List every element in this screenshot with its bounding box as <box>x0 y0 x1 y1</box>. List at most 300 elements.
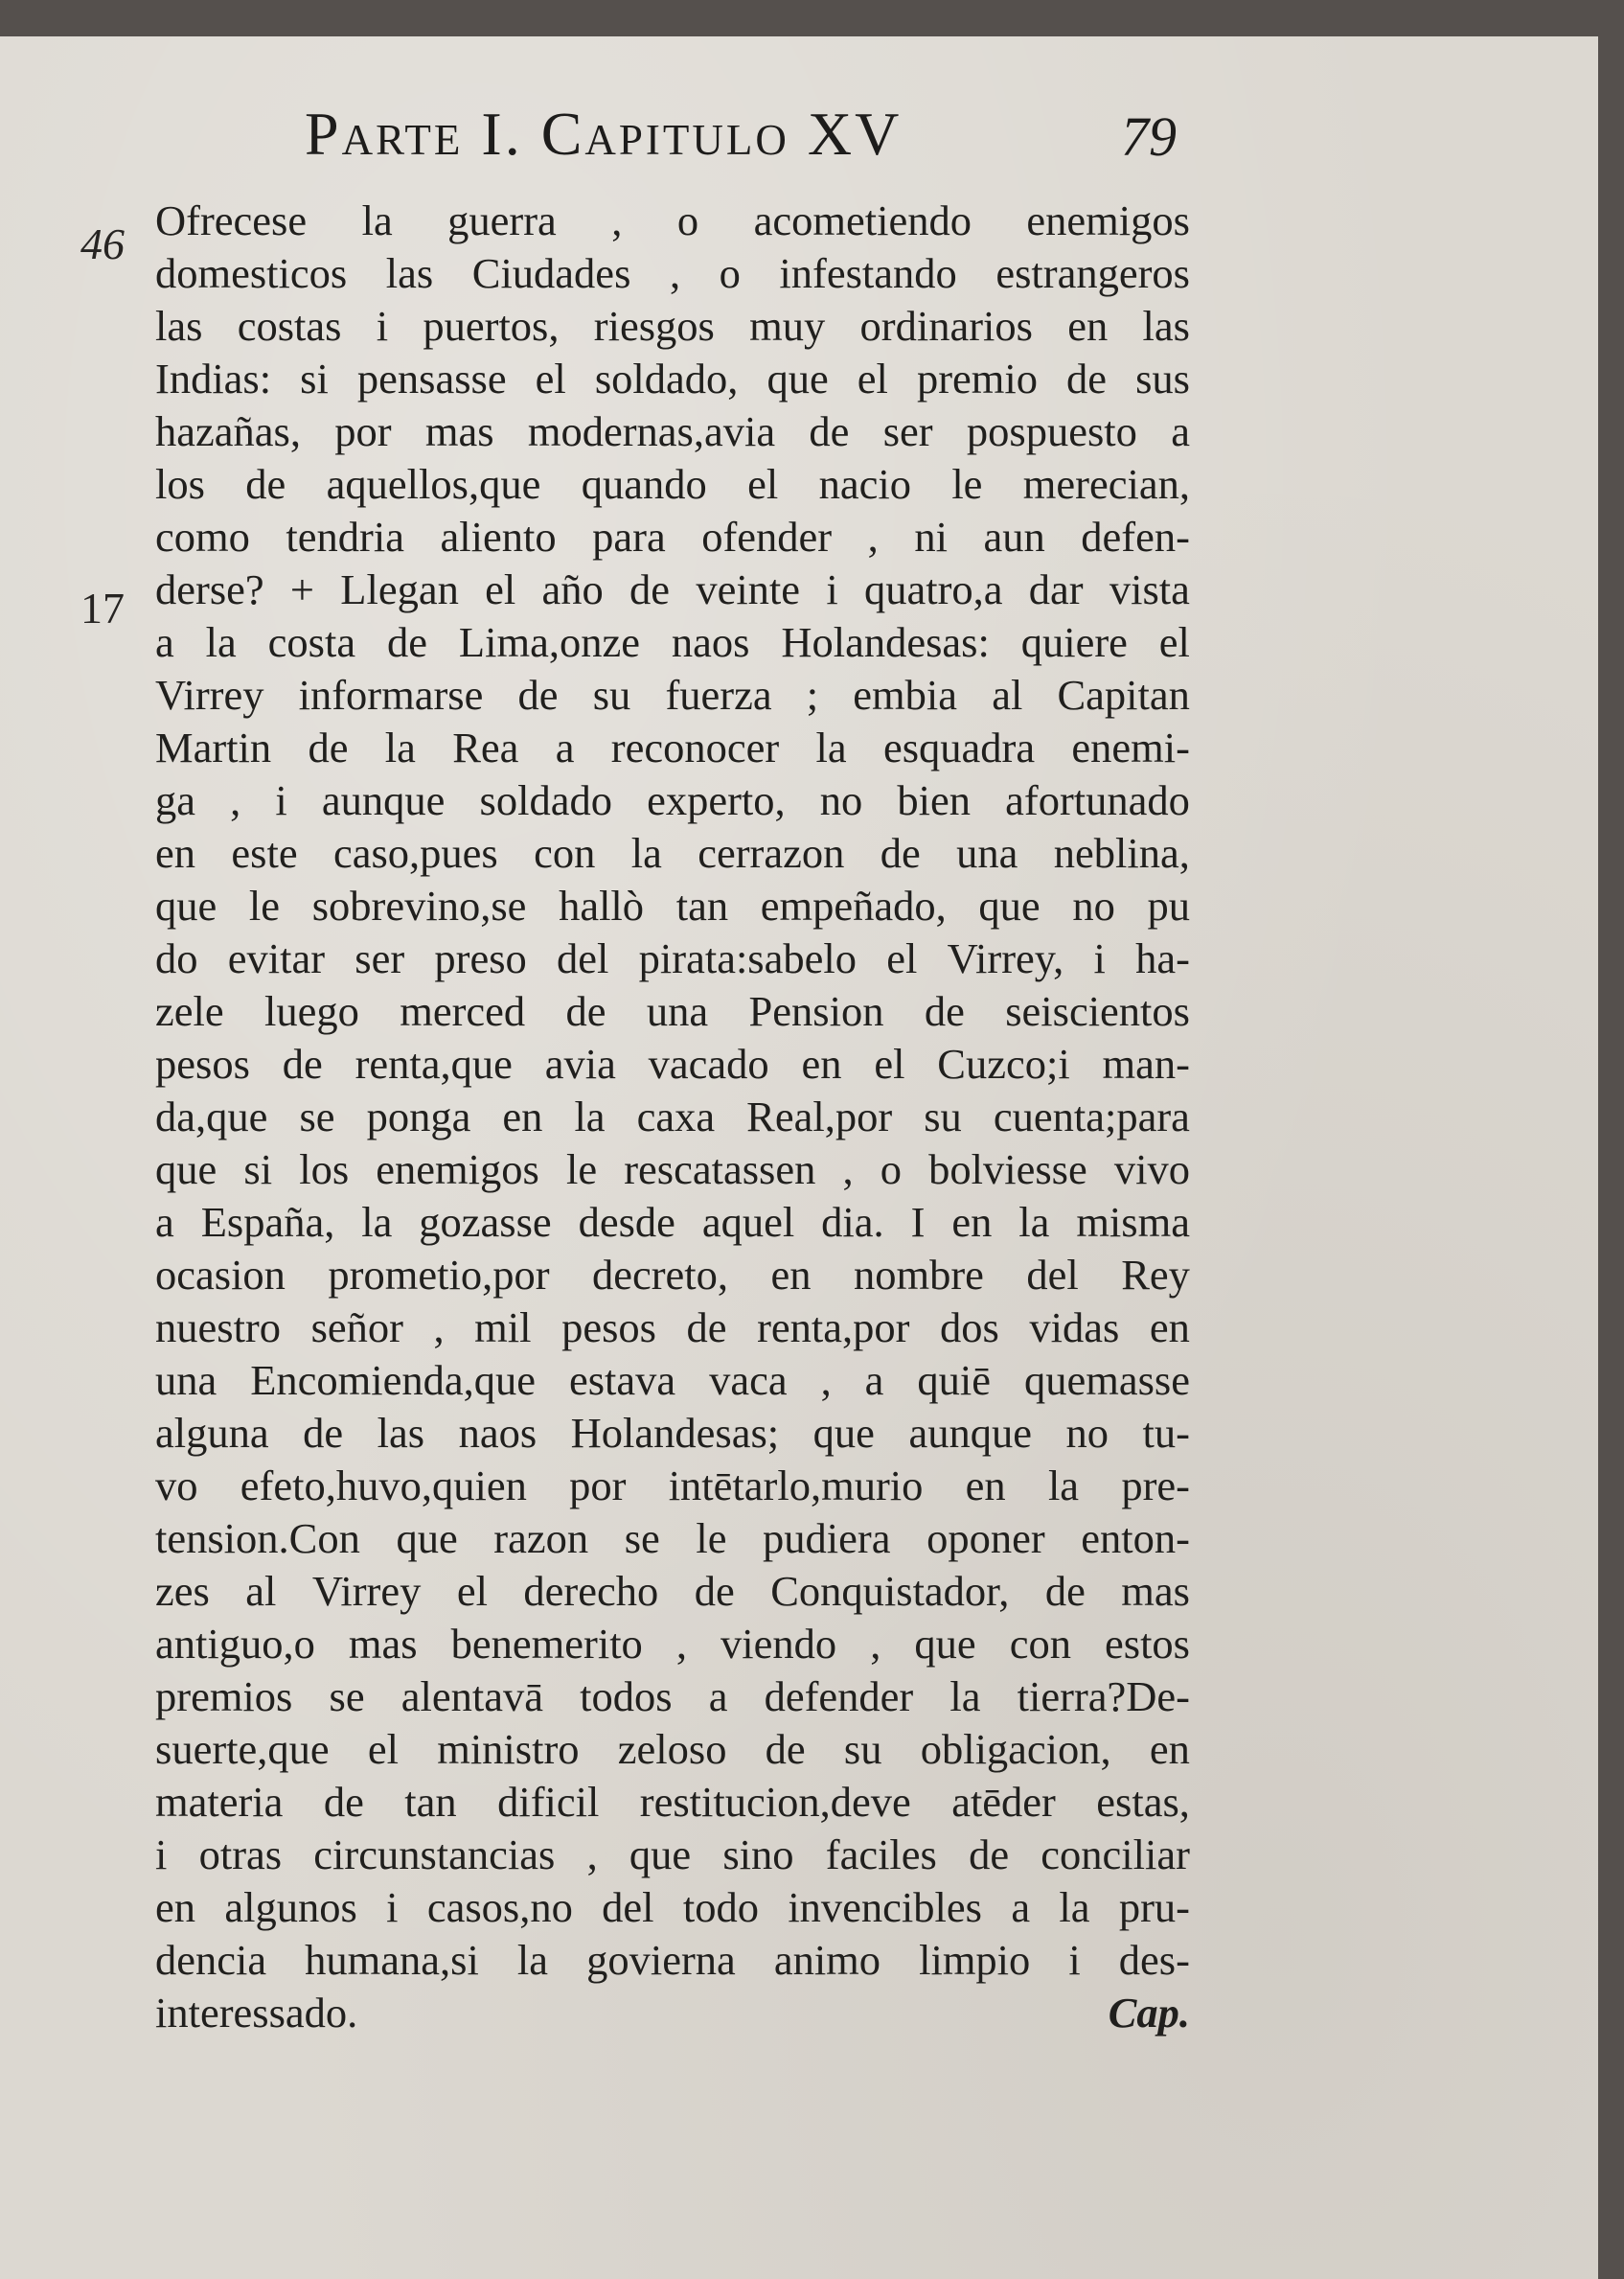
word: domesticos <box>155 249 348 297</box>
word: govierna <box>586 1936 736 1984</box>
word: mas <box>1121 1567 1190 1615</box>
word: nacio <box>818 460 911 508</box>
word: el <box>1158 618 1190 666</box>
word: en <box>502 1093 543 1140</box>
text-line <box>155 1670 1190 1723</box>
word: luego <box>263 987 359 1035</box>
word: con <box>534 829 596 877</box>
word: reconocer <box>610 724 780 771</box>
word: rescatassen <box>624 1145 816 1193</box>
text-line-content: interessado. <box>155 1989 358 2037</box>
word: caso,pues <box>332 829 498 877</box>
word: enton- <box>1081 1514 1190 1562</box>
word: naos <box>671 618 750 666</box>
word: se <box>299 1093 335 1140</box>
word: misma <box>1076 1198 1190 1246</box>
word: a <box>155 1198 174 1246</box>
word: zes <box>155 1567 210 1615</box>
word: efeto,huvo,quien <box>240 1462 527 1509</box>
word: costa <box>267 618 356 666</box>
word: tan <box>404 1778 457 1826</box>
word: limpio <box>919 1936 1031 1984</box>
word: no <box>819 776 863 824</box>
word: alguna <box>155 1409 269 1457</box>
word: ga <box>155 776 196 824</box>
word: Virrey <box>311 1567 422 1615</box>
word: , <box>611 196 623 244</box>
text-line <box>155 1301 1190 1354</box>
word: enemigos <box>1026 196 1190 244</box>
word: embia <box>853 671 958 719</box>
word: de <box>694 1567 735 1615</box>
word: ministro <box>437 1725 580 1773</box>
word: soldado <box>479 776 612 824</box>
word: otras <box>198 1830 283 1878</box>
word: intētarlo,murio <box>668 1462 924 1509</box>
word: , <box>669 249 681 297</box>
word: una <box>646 987 709 1035</box>
word: premio <box>916 355 1038 403</box>
word: pru- <box>1118 1883 1190 1931</box>
word: a <box>1171 407 1190 455</box>
word: de <box>1044 1567 1086 1615</box>
word: ser <box>355 934 405 982</box>
text-line <box>155 985 1190 1038</box>
word: pospuesto <box>966 407 1137 455</box>
word: estas, <box>1096 1778 1190 1826</box>
word: soldado, <box>594 355 739 403</box>
text-line <box>155 1143 1190 1196</box>
word: estos <box>1105 1620 1190 1668</box>
word: mil <box>474 1303 532 1351</box>
word: merecian, <box>1022 460 1190 508</box>
word: la <box>815 724 847 771</box>
text-line <box>155 774 1190 827</box>
word: pesos <box>561 1303 656 1351</box>
word: oponer <box>926 1514 1045 1562</box>
word: este <box>231 829 298 877</box>
text-line <box>155 880 1190 932</box>
word: nuestro <box>155 1303 282 1351</box>
word: cuenta;para <box>993 1093 1190 1140</box>
word: hallò <box>559 882 645 930</box>
word: no <box>1072 882 1115 930</box>
word: de <box>303 1409 344 1457</box>
word: Real,por <box>746 1093 893 1140</box>
word: i <box>155 1830 168 1878</box>
word: , <box>586 1830 598 1878</box>
text-line <box>155 932 1190 985</box>
word: riesgos <box>593 302 715 350</box>
word: da,que <box>155 1093 268 1140</box>
margin-note: 17 <box>80 584 125 633</box>
page-header <box>0 72 1598 177</box>
word: antiguo,o <box>155 1620 315 1668</box>
word: i <box>275 776 287 824</box>
word: Conquistador, <box>770 1567 1010 1615</box>
word: la <box>1018 1198 1050 1246</box>
word: a <box>555 724 575 771</box>
word: faciles <box>825 1830 937 1878</box>
word: de <box>245 460 286 508</box>
word: ser <box>882 407 933 455</box>
text-line <box>155 1460 1190 1512</box>
word: de <box>629 565 671 613</box>
word: todos <box>580 1672 673 1720</box>
word: , <box>820 1356 832 1404</box>
word: con <box>1009 1620 1071 1668</box>
word: o <box>676 196 699 244</box>
word: Ciudades <box>471 249 631 297</box>
text-line <box>155 247 1190 300</box>
word: costas <box>237 302 342 350</box>
word: la <box>630 829 662 877</box>
word: mas <box>348 1620 418 1668</box>
word: de <box>517 671 559 719</box>
word: des- <box>1118 1936 1190 1984</box>
word: derse? <box>155 565 264 613</box>
word: enemigos <box>376 1145 539 1193</box>
word: le <box>696 1514 727 1562</box>
text-line <box>155 195 1190 247</box>
word: en <box>770 1251 812 1299</box>
word: no <box>1065 1409 1109 1457</box>
word: que <box>812 1409 875 1457</box>
word: premios <box>155 1672 293 1720</box>
word: aun <box>983 513 1045 561</box>
word: pre- <box>1121 1462 1190 1509</box>
word: fuerza <box>665 671 772 719</box>
word: puertos, <box>423 302 560 350</box>
word: le <box>248 882 281 930</box>
word: sino <box>722 1830 794 1878</box>
word: estrangeros <box>995 249 1190 297</box>
word: el <box>485 565 516 613</box>
text-line <box>155 669 1190 722</box>
word: como <box>155 513 250 561</box>
text-line <box>155 1723 1190 1776</box>
word: o <box>880 1145 902 1193</box>
text-line <box>155 1249 1190 1301</box>
word: al <box>245 1567 277 1615</box>
word: gozasse <box>419 1198 552 1246</box>
word: vacado <box>648 1040 769 1088</box>
word: mas <box>424 407 494 455</box>
word: sobrevino,se <box>311 882 527 930</box>
text-line <box>155 1934 1190 1987</box>
word: hazañas, <box>155 407 301 455</box>
word: zele <box>155 987 224 1035</box>
word: una <box>155 1356 217 1404</box>
word: vaca <box>709 1356 788 1404</box>
word: zeloso <box>617 1725 727 1773</box>
word: de <box>765 1725 806 1773</box>
word: que <box>155 882 217 930</box>
word: Rea <box>452 724 519 771</box>
word: + <box>289 565 315 613</box>
word: defender <box>764 1672 914 1720</box>
word: las <box>385 249 434 297</box>
word: en <box>155 1883 196 1931</box>
word: circunstancias <box>313 1830 556 1878</box>
text-line <box>155 564 1190 616</box>
word: en <box>1149 1303 1190 1351</box>
word: pensasse <box>356 355 507 403</box>
word: Cuzco;i <box>937 1040 1070 1088</box>
word: en <box>801 1040 842 1088</box>
word: Holandesas: <box>781 618 990 666</box>
word: si <box>243 1145 273 1193</box>
word: aunque <box>908 1409 1032 1457</box>
word: ponga <box>366 1093 471 1140</box>
body-text <box>155 195 1190 2039</box>
word: veinte <box>696 565 801 613</box>
word: tu- <box>1142 1409 1190 1457</box>
word: todo <box>682 1883 759 1931</box>
word: del <box>602 1883 654 1931</box>
word: conciliar <box>1041 1830 1190 1878</box>
word: , <box>675 1620 687 1668</box>
word: experto, <box>647 776 786 824</box>
word: le <box>565 1145 598 1193</box>
word: defen- <box>1081 513 1190 561</box>
word: que <box>766 355 829 403</box>
word: que <box>155 1145 217 1193</box>
word: de <box>565 987 606 1035</box>
word: Encomienda,que <box>250 1356 537 1404</box>
word: , <box>870 1620 881 1668</box>
word: neblina, <box>1053 829 1190 877</box>
word: que <box>396 1514 458 1562</box>
word: evitar <box>227 934 326 982</box>
word: de <box>880 829 921 877</box>
word: se <box>624 1514 660 1562</box>
word: dos <box>940 1303 999 1351</box>
word: a <box>864 1356 884 1404</box>
word: nombre <box>854 1251 984 1299</box>
word: razon <box>493 1514 589 1562</box>
word: infestando <box>779 249 957 297</box>
word: Ofrecese <box>155 196 308 244</box>
word: decreto, <box>591 1251 729 1299</box>
text-line <box>155 827 1190 880</box>
word: los <box>155 460 205 508</box>
word: muy <box>749 302 826 350</box>
word: do <box>155 934 198 982</box>
word: suerte,que <box>155 1725 330 1773</box>
word: i <box>826 565 838 613</box>
word: que <box>978 882 1041 930</box>
word: una <box>956 829 1018 877</box>
text-line <box>155 511 1190 564</box>
word: vista <box>1109 565 1190 613</box>
word: año <box>541 565 604 613</box>
word: los <box>299 1145 350 1193</box>
word: renta,por <box>757 1303 910 1351</box>
word: benemerito <box>450 1620 643 1668</box>
word: ni <box>914 513 948 561</box>
word: i <box>1093 934 1106 982</box>
text-line <box>155 1776 1190 1829</box>
word: Martin <box>155 724 272 771</box>
word: dencia <box>155 1936 267 1984</box>
word: dia. <box>821 1198 884 1246</box>
word: el <box>367 1725 399 1773</box>
word: restitucion,deve <box>639 1778 911 1826</box>
word: Lima,onze <box>458 618 640 666</box>
word: se <box>329 1672 365 1720</box>
page-number: 79 <box>1121 105 1177 168</box>
word: pirata:sabelo <box>638 934 857 982</box>
word: en <box>965 1462 1006 1509</box>
word: la <box>384 724 416 771</box>
word: que <box>629 1830 692 1878</box>
word: bien <box>897 776 972 824</box>
word: Llegan <box>340 565 459 613</box>
word: guerra <box>447 196 557 244</box>
word: Indias: <box>155 355 272 403</box>
word: de <box>323 1778 364 1826</box>
word: merced <box>400 987 526 1035</box>
word: las <box>377 1409 425 1457</box>
word: , <box>842 1145 854 1193</box>
word: las <box>155 302 203 350</box>
text-line <box>155 722 1190 774</box>
word: materia <box>155 1778 284 1826</box>
word: su <box>592 671 631 719</box>
word: sus <box>1135 355 1190 403</box>
word: vidas <box>1029 1303 1120 1351</box>
word: del <box>1026 1251 1079 1299</box>
word: modernas,avia <box>527 407 776 455</box>
word: alentavā <box>400 1672 543 1720</box>
text-line <box>155 1038 1190 1091</box>
word: avia <box>544 1040 616 1088</box>
word: tension.Con <box>155 1514 360 1562</box>
text-line <box>155 1618 1190 1670</box>
text-line <box>155 1354 1190 1407</box>
text-line <box>155 616 1190 669</box>
word: el <box>747 460 779 508</box>
word: , <box>230 776 241 824</box>
word: la <box>205 618 237 666</box>
text-line <box>155 1829 1190 1881</box>
word: Capitan <box>1057 671 1190 719</box>
word: tan <box>675 882 729 930</box>
word: Holandesas; <box>570 1409 780 1457</box>
margin-note: 46 <box>80 219 125 268</box>
word: pudiera <box>763 1514 891 1562</box>
word: I <box>910 1198 926 1246</box>
word: seiscientos <box>1005 987 1190 1035</box>
word: casos,no <box>426 1883 573 1931</box>
word: de <box>387 618 428 666</box>
word: la <box>361 1198 393 1246</box>
word: esquadra <box>882 724 1036 771</box>
word: empeñado, <box>760 882 947 930</box>
word: i <box>1068 1936 1081 1984</box>
word: quiere <box>1020 618 1128 666</box>
word: su <box>843 1725 882 1773</box>
word: de <box>282 1040 323 1088</box>
word: ; <box>806 671 819 719</box>
word: aunque <box>321 776 446 824</box>
word: afortunado <box>1005 776 1190 824</box>
word: bolviesse <box>928 1145 1087 1193</box>
word: la <box>574 1093 606 1140</box>
word: renta,que <box>355 1040 513 1088</box>
word: a <box>708 1672 728 1720</box>
word: en <box>1149 1725 1190 1773</box>
word: man- <box>1102 1040 1190 1088</box>
word: desde <box>578 1198 675 1246</box>
word: la <box>516 1936 549 1984</box>
word: animo <box>773 1936 881 1984</box>
word: prometio,por <box>328 1251 550 1299</box>
text-line-last <box>155 1987 1190 2039</box>
word: de <box>809 407 850 455</box>
word: viendo <box>721 1620 837 1668</box>
word: del <box>557 934 609 982</box>
text-line <box>155 353 1190 405</box>
word: la <box>1047 1462 1080 1509</box>
word: ocasion <box>155 1251 286 1299</box>
word: su <box>924 1093 962 1140</box>
word: estava <box>568 1356 676 1404</box>
word: de <box>308 724 349 771</box>
text-line <box>155 300 1190 353</box>
catchword: Cap. <box>1108 1989 1190 2037</box>
word: enemi- <box>1071 724 1190 771</box>
word: Rey <box>1121 1251 1190 1299</box>
word: dar <box>1028 565 1084 613</box>
word: pesos <box>155 1040 250 1088</box>
scan-border-top <box>0 0 1624 36</box>
word: ha- <box>1135 934 1190 982</box>
text-line <box>155 1881 1190 1934</box>
word: vivo <box>1113 1145 1190 1193</box>
word: dificil <box>497 1778 600 1826</box>
text-line <box>155 1091 1190 1143</box>
word: le <box>951 460 983 508</box>
word: acometiendo <box>753 196 972 244</box>
word: para <box>592 513 666 561</box>
word: tierra?De- <box>1017 1672 1190 1720</box>
word: atēder <box>951 1778 1056 1826</box>
text-line <box>155 405 1190 458</box>
word: aliento <box>440 513 557 561</box>
word: las <box>1142 302 1190 350</box>
word: aquellos,que <box>326 460 541 508</box>
word: quemasse <box>1023 1356 1190 1404</box>
word: derecho <box>523 1567 659 1615</box>
word: , <box>867 513 879 561</box>
word: quiē <box>917 1356 991 1404</box>
word: si <box>300 355 329 403</box>
word: caxa <box>636 1093 716 1140</box>
word: quatro,a <box>863 565 1003 613</box>
word: Virrey <box>155 671 264 719</box>
word: en <box>951 1198 993 1246</box>
word: de <box>924 987 965 1035</box>
word: vo <box>155 1462 198 1509</box>
word: la <box>1059 1883 1090 1931</box>
word: que <box>914 1620 976 1668</box>
word: al <box>992 671 1023 719</box>
word: o <box>719 249 741 297</box>
word: el <box>535 355 566 403</box>
word: la <box>949 1672 981 1720</box>
